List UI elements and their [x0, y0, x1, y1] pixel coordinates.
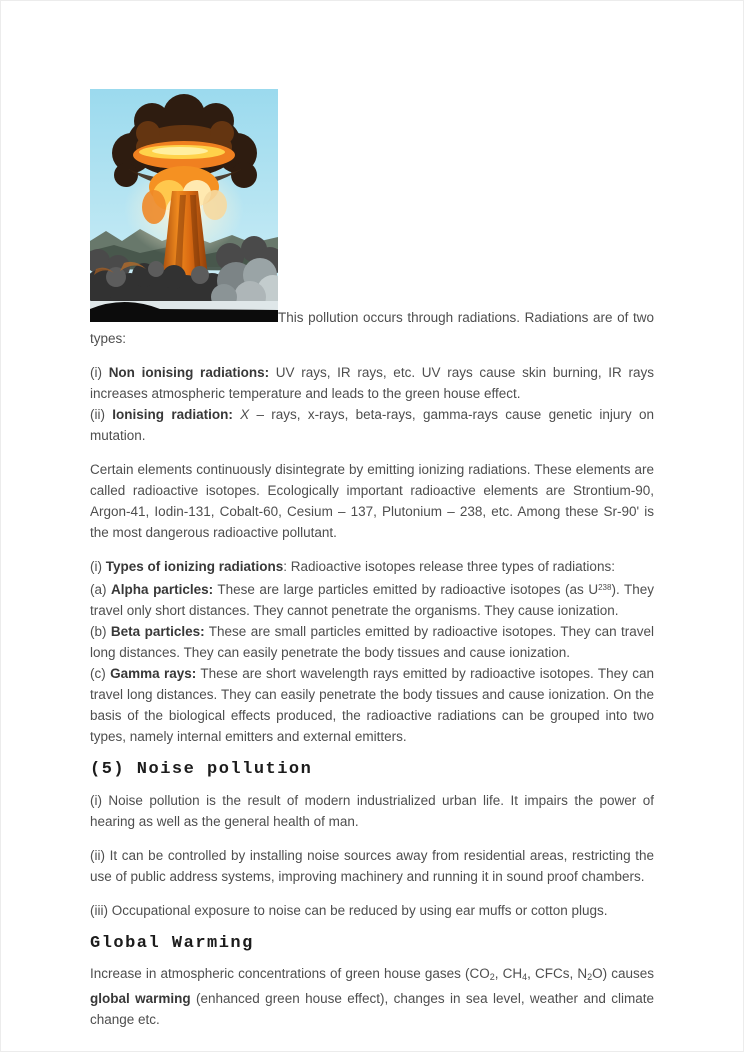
item-number: (i): [90, 365, 109, 380]
gw-text: O) causes: [592, 966, 655, 981]
item-number: (ii): [90, 407, 113, 422]
noise-pollution-heading: (5) Noise pollution: [90, 760, 313, 779]
gw-text: , CFCs, N: [527, 966, 588, 981]
item-number: (i): [90, 559, 106, 574]
isotopes-paragraph: Certain elements continuously disintegrate by emitting ionizing radiations. These elements are called radioactive isotopes. Ecologically important radioactive elements are Strontium-90, Argon-41, Iodin-131, Cobalt-60, Cesium – 137, Plutonium – 238, etc. Among these Sr-90' is the most dangerous radioactive pollutant.: [90, 462, 654, 540]
item-body: These are small particles emitted by radioactive isotopes. They can travel long distances. They can easily penetrate the body tissues and cause ionization.: [90, 624, 654, 660]
chem-subscript: 4: [522, 972, 528, 982]
gamma-rays-item: [90, 663, 654, 747]
intro-text: This pollution occurs through radiations. Radiations are of two types:: [90, 310, 654, 346]
noise-item-3: (iii) Occupational exposure to noise can be reduced by using ear muffs or cotton plugs.: [90, 903, 608, 918]
item-body: ). They travel only short distances. They cannot penetrate the organisms. They cause ionization.: [90, 582, 654, 618]
item-body: These are short wavelength rays emitted by radioactive isotopes. They can travel long distances. They can easily penetrate the body tissues and cause ionization. On the basis of the biological effects produced, the radioactive radiations can be grouped into two types, namely internal emitters and external emitters.: [90, 666, 654, 744]
isotope-superscript: 238: [598, 583, 612, 592]
radiation-type-item-i: [90, 362, 654, 404]
ionizing-heading-line: [90, 556, 654, 577]
gw-bold-term: global warming: [90, 991, 191, 1006]
item-number: (c): [90, 666, 111, 681]
gw-text: Increase in atmospheric concentrations of green house gases (CO: [90, 966, 490, 981]
radiation-types-list: [90, 362, 654, 446]
chem-subscript: 2: [489, 972, 495, 982]
item-term: Alpha particles:: [111, 582, 214, 597]
item-term: Ionising radiation:: [112, 407, 233, 422]
noise-item-2: (ii) It can be controlled by installing noise sources away from residential areas, restricting the use of public address systems, improving machinery and running it in sound proof chambers.: [90, 848, 654, 884]
document-content: [90, 89, 654, 1043]
item-term: Beta particles:: [110, 624, 205, 639]
item-number: (a): [90, 582, 112, 597]
alpha-particles-item: [90, 577, 654, 621]
item-variable: X: [232, 407, 250, 422]
item-body: : Radioactive isotopes release three types of radiations:: [283, 559, 615, 574]
noise-item-1: (i) Noise pollution is the result of modern industrialized urban life. It impairs the power of hearing as well as the general health of man.: [90, 793, 654, 829]
chem-subscript: 2: [587, 972, 593, 982]
item-number: (b): [90, 624, 111, 639]
beta-particles-item: [90, 621, 654, 663]
item-body: – rays, x-rays, beta-rays, gamma-rays cause genetic injury on mutation.: [90, 407, 654, 443]
global-warming-heading: Global Warming: [90, 934, 254, 953]
global-warming-paragraph: [90, 963, 654, 1030]
item-term: Non ionising radiations:: [108, 365, 270, 380]
nuclear-explosion-image: [90, 89, 278, 322]
intro-paragraph: [90, 89, 654, 349]
item-term: Types of ionizing radiations: [105, 559, 284, 574]
nuclear-explosion-graphic: [90, 89, 278, 322]
gw-text: (enhanced green house effect), changes in sea level, weather and climate change etc.: [90, 991, 654, 1027]
item-body: UV rays, IR rays, etc. UV rays cause skin burning, IR rays increases atmospheric temperature and leads to the green house effect.: [90, 365, 654, 401]
gw-text: , CH: [494, 966, 523, 981]
radiation-type-item-ii: [90, 404, 654, 446]
item-term: Gamma rays:: [110, 666, 197, 681]
ionizing-radiations-block: [90, 556, 654, 747]
item-body: These are large particles emitted by radioactive isotopes (as U: [213, 582, 599, 597]
